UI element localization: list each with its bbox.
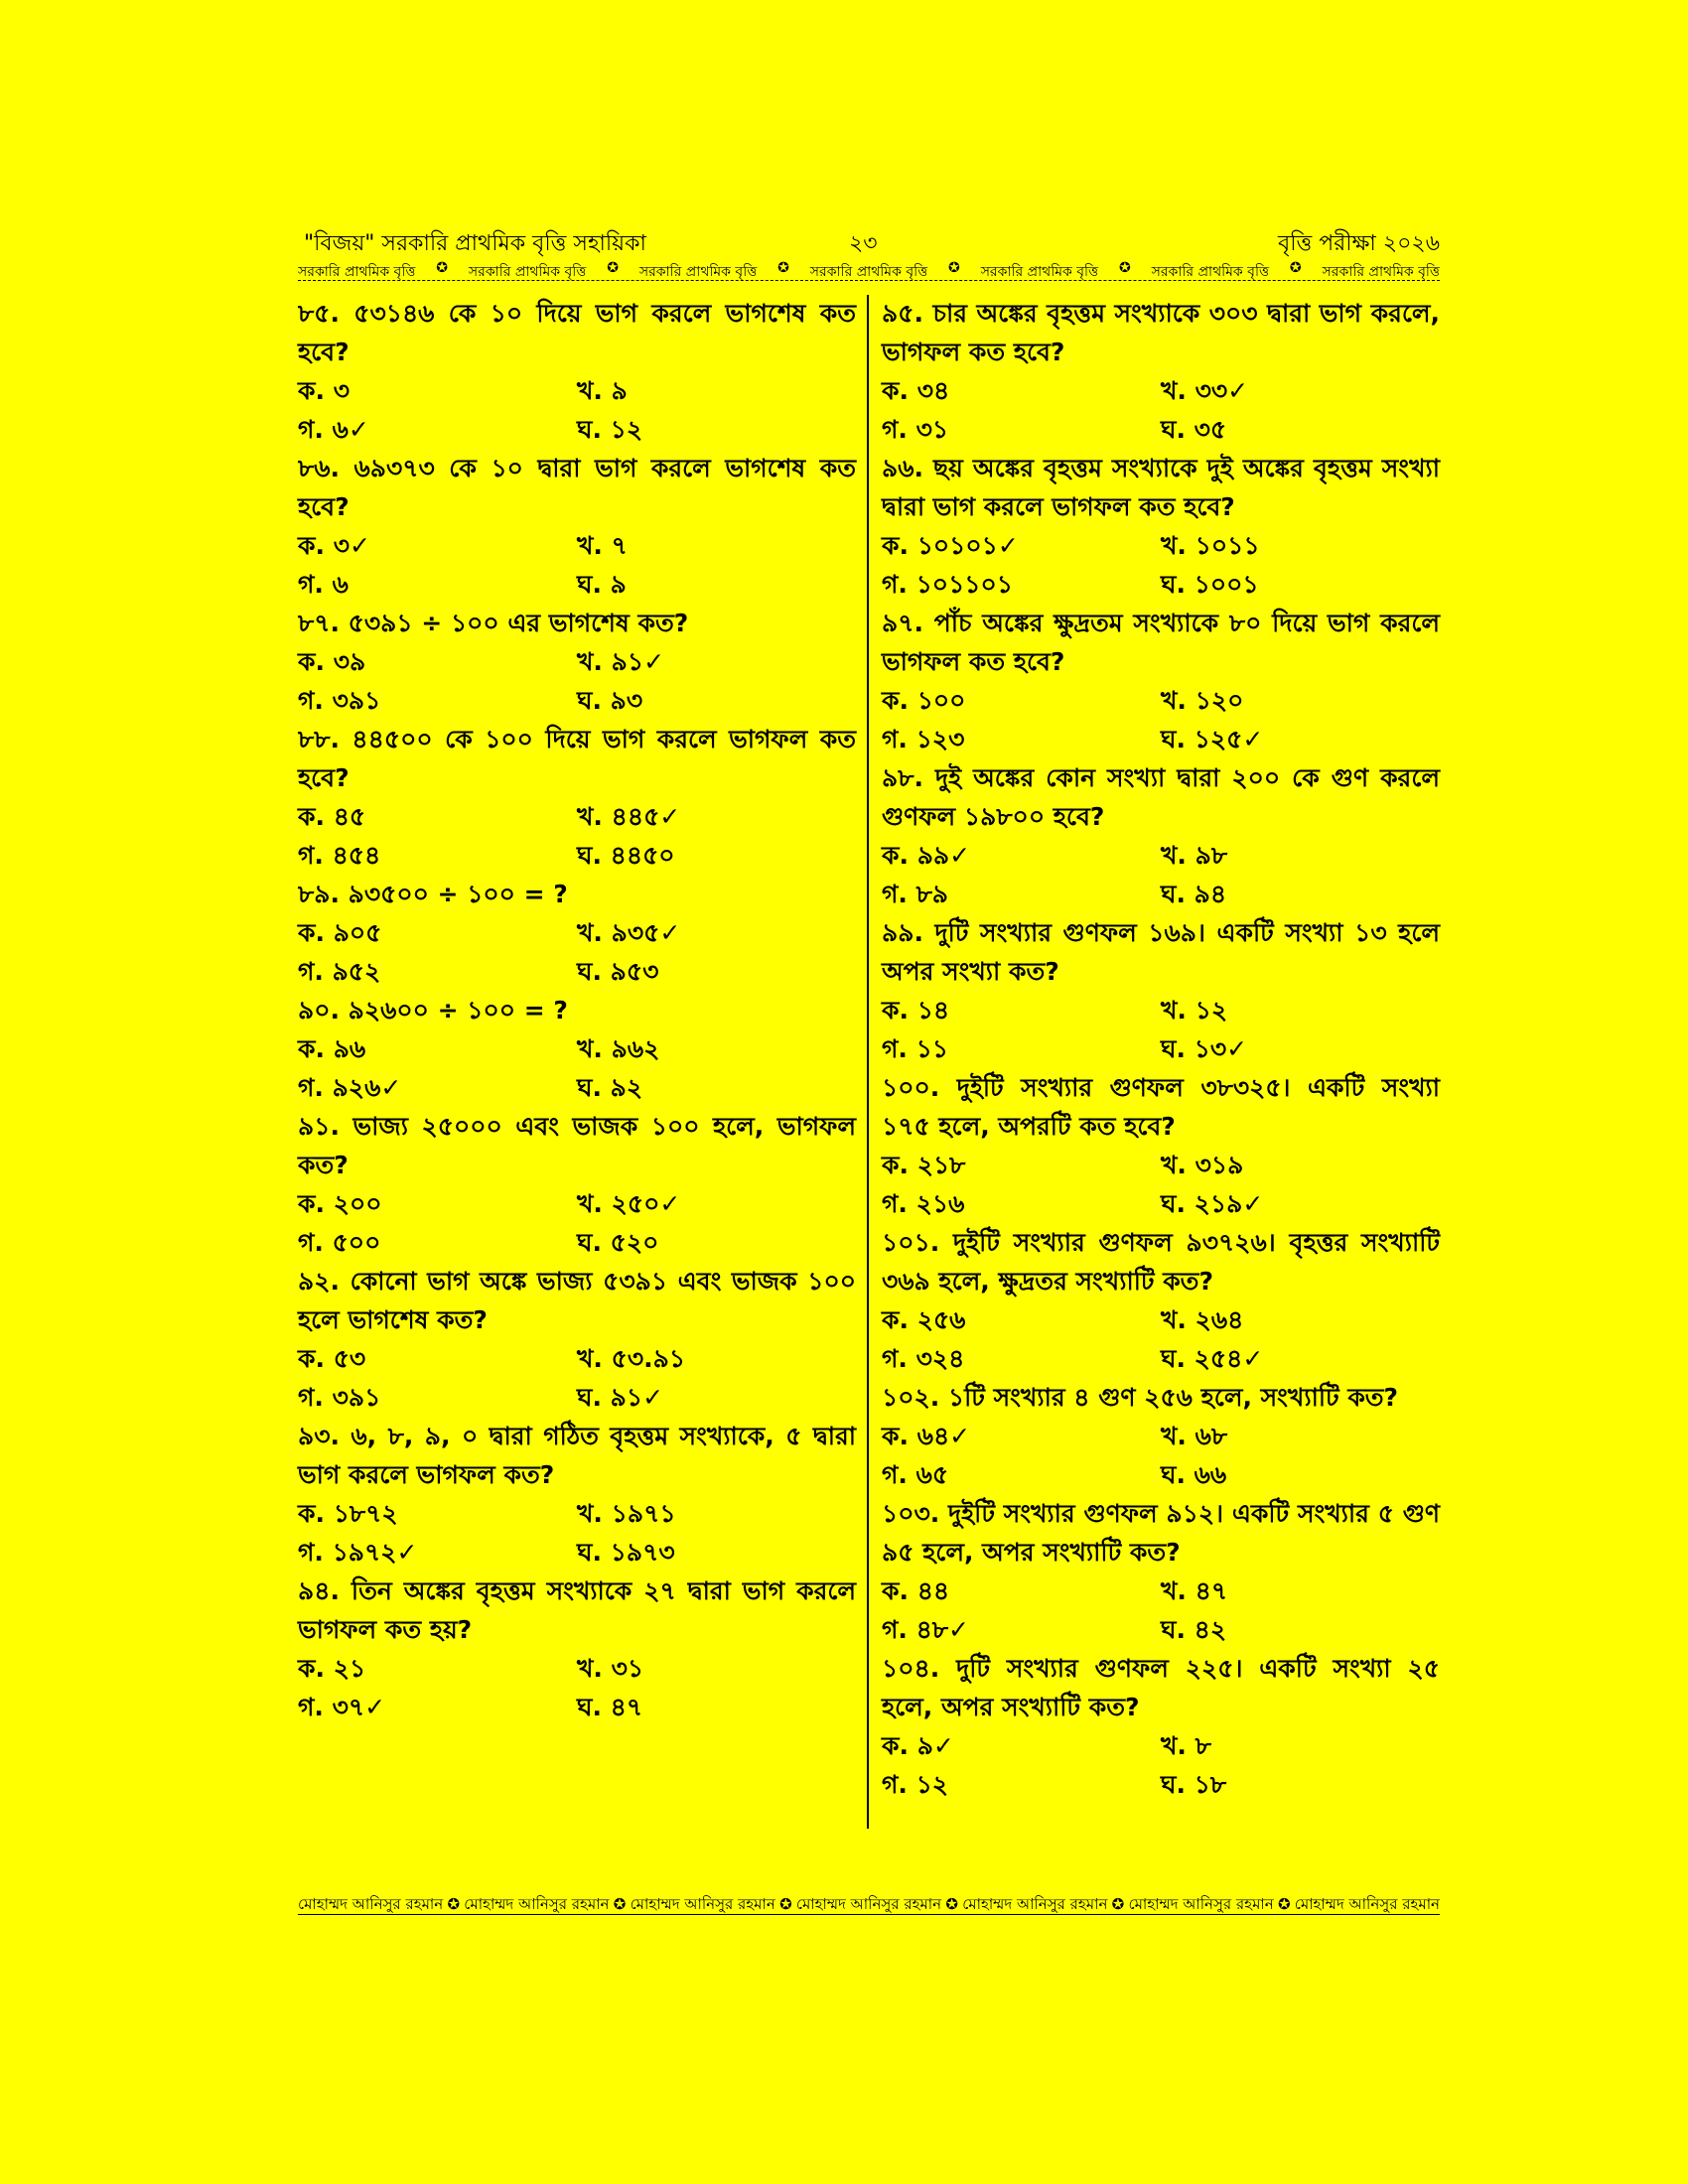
option: গ. ৬৫ — [882, 1460, 949, 1489]
option: ঘ. ৬৬ — [1161, 1460, 1227, 1489]
question-block — [882, 758, 1440, 913]
question-text: ৮৫. ৫৩১৪৬ কে ১০ দিয়ে ভাগ করলে ভাগশেষ কত হবে? — [298, 299, 856, 366]
option: খ. ৯৮ — [1161, 841, 1228, 870]
option: খ. ৯ — [577, 376, 628, 405]
option: ক. ৩ — [298, 376, 350, 405]
option: খ. ১০১১ — [1161, 531, 1260, 560]
options — [882, 836, 1440, 913]
options — [882, 371, 1440, 449]
option: ঘ. ১০০১ — [1161, 570, 1259, 599]
option: ঘ. ৪৭ — [577, 1693, 643, 1721]
strip-text: সরকারি প্রাথমিক বৃত্তি — [1322, 264, 1440, 280]
option: গ. ৬ — [298, 570, 349, 599]
question-block — [298, 294, 856, 449]
option: খ. ৫৩.৯১ — [577, 1344, 686, 1373]
exam-title: বৃত্তি পরীক্ষা ২০২৬ — [1277, 231, 1440, 256]
question-block — [882, 1223, 1440, 1378]
right-column — [882, 294, 1440, 1804]
option: খ. ৯৩৫✓ — [577, 918, 681, 947]
question-block — [298, 991, 856, 1107]
star-icon: ✪ — [777, 260, 789, 276]
footer-author: মোহাম্মদ আনিসুর রহমান — [464, 1895, 610, 1913]
option: খ. ২৬৪ — [1161, 1305, 1244, 1334]
option: খ. ৮ — [1161, 1731, 1211, 1760]
option: ক. ৩৯ — [298, 647, 366, 676]
options — [882, 681, 1440, 758]
question-text: ৮৬. ৬৯৩৭৩ কে ১০ দ্বারা ভাগ করলে ভাগশেষ কত হবে? — [298, 454, 856, 521]
option: গ. ৬✓ — [298, 415, 369, 444]
option: ক. ২৫৬ — [882, 1305, 966, 1334]
star-icon: ✪ — [1289, 260, 1302, 276]
options — [882, 991, 1440, 1068]
options — [882, 1417, 1440, 1494]
footer-author: মোহাম্মদ আনিসুর রহমান — [795, 1895, 942, 1913]
strip-text: সরকারি প্রাথমিক বৃত্তি — [638, 264, 758, 280]
footer-author: মোহাম্মদ আনিসুর রহমান — [298, 1895, 444, 1913]
option: গ. ৩৯১ — [298, 1383, 381, 1412]
star-icon: ✪ — [779, 1895, 792, 1913]
options — [882, 1300, 1440, 1378]
option: ক. ৯৬ — [298, 1034, 366, 1063]
question-block — [298, 720, 856, 875]
option: ঘ. ৪৪৫০ — [577, 841, 675, 870]
option: ঘ. ৯৩ — [577, 686, 643, 715]
question-text: ১০১. দুইটি সংখ্যার গুণফল ৯৩৭২৬। বৃহত্তর সংখ্যাটি ৩৬৯ হলে, ক্ষুদ্রতর সংখ্যাটি কত? — [882, 1228, 1440, 1296]
option: গ. ৯৫২ — [298, 957, 381, 986]
option: ক. ১৪ — [882, 996, 950, 1024]
star-icon: ✪ — [948, 260, 960, 276]
question-text: ৯৬. ছয় অঙ্কের বৃহত্তম সংখ্যাকে দুই অঙ্কের বৃহত্তম সংখ্যা দ্বারা ভাগ করলে ভাগফল কত হবে? — [882, 454, 1440, 521]
option: গ. ৩৭✓ — [298, 1693, 386, 1721]
option: খ. ৪৪৫✓ — [577, 802, 681, 831]
question-text: ৯০. ৯২৬০০ ÷ ১০০ = ? — [298, 996, 568, 1024]
question-block — [298, 1107, 856, 1262]
left-column — [298, 294, 856, 1726]
option: ক. ৫৩ — [298, 1344, 366, 1373]
question-text: ১০৩. দুইটি সংখ্যার গুণফল ৯১২। একটি সংখ্যার ৫ গুণ ৯৫ হলে, অপর সংখ্যাটি কত? — [882, 1499, 1440, 1567]
option: গ. ৪৮✓ — [882, 1615, 969, 1644]
option: খ. ৬৮ — [1161, 1422, 1228, 1450]
question-text: ৮৮. ৪৪৫০০ কে ১০০ দিয়ে ভাগ করলে ভাগফল কত হবে? — [298, 725, 856, 792]
option: ঘ. ১৩✓ — [1161, 1034, 1248, 1063]
option: ঘ. ৯১✓ — [577, 1383, 664, 1412]
option: গ. ১২৩ — [882, 725, 965, 753]
question-text: ৮৭. ৫৩৯১ ÷ ১০০ এর ভাগশেষ কত? — [298, 609, 689, 637]
option: ক. ২১ — [298, 1654, 366, 1683]
option: ক. ৩✓ — [298, 531, 370, 560]
option: ক. ২০০ — [298, 1189, 382, 1218]
question-block — [882, 604, 1440, 758]
strip-text: সরকারি প্রাথমিক বৃত্তি — [980, 264, 1099, 280]
question-text: ১০০. দুইটি সংখ্যার গুণফল ৩৮৩২৫। একটি সংখ্যা ১৭৫ হলে, অপরটি কত হবে? — [882, 1073, 1440, 1141]
option: খ. ৩৩✓ — [1161, 376, 1249, 405]
strip-text: সরকারি প্রাথমিক বৃত্তি — [1151, 264, 1269, 280]
option: ঘ. ৯৫৩ — [577, 957, 659, 986]
star-icon: ✪ — [436, 260, 449, 276]
option: ঘ. ২১৯✓ — [1161, 1189, 1264, 1218]
strip-text: সরকারি প্রাথমিক বৃত্তি — [468, 264, 587, 280]
question-block — [298, 604, 856, 720]
options — [298, 371, 856, 449]
option: খ. ১২০ — [1161, 686, 1244, 715]
question-block — [298, 1571, 856, 1726]
options — [298, 1649, 856, 1726]
option: ঘ. ৯ — [577, 570, 627, 599]
option: গ. ২১৬ — [882, 1189, 965, 1218]
question-text: ১০৪. দুটি সংখ্যার গুণফল ২২৫। একটি সংখ্যা ২৫ হলে, অপর সংখ্যাটি কত? — [882, 1654, 1440, 1721]
question-text: ৯৩. ৬, ৮, ৯, ০ দ্বারা গঠিত বৃহত্তম সংখ্যাকে, ৫ দ্বারা ভাগ করলে ভাগফল কত? — [298, 1422, 856, 1489]
question-block — [882, 294, 1440, 449]
question-block — [882, 1068, 1440, 1223]
option: ক. ৪৪ — [882, 1576, 950, 1605]
option: ক. ৬৪✓ — [882, 1422, 971, 1450]
option: খ. ৪৭ — [1161, 1576, 1228, 1605]
question-text: ৯২. কোনো ভাগ অঙ্কে ভাজ্য ৫৩৯১ এবং ভাজক ১০০ হলে ভাগশেষ কত? — [298, 1267, 856, 1334]
option: ঘ. ৫২০ — [577, 1228, 659, 1257]
header-strip — [298, 260, 1440, 281]
question-block — [298, 1417, 856, 1571]
question-text: ৯৯. দুটি সংখ্যার গুণফল ১৬৯। একটি সংখ্যা ১৩ হলে অপর সংখ্যা কত? — [882, 918, 1440, 986]
star-icon: ✪ — [1118, 260, 1131, 276]
options — [298, 1494, 856, 1571]
option: ক. ৩৪ — [882, 376, 950, 405]
option: ক. ৪৫ — [298, 802, 366, 831]
question-text: ৯৮. দুই অঙ্কের কোন সংখ্যা দ্বারা ২০০ কে গুণ করলে গুণফল ১৯৮০০ হবে? — [882, 763, 1440, 831]
option: খ. ১২ — [1161, 996, 1228, 1024]
options — [298, 1339, 856, 1417]
question-block — [882, 449, 1440, 604]
options — [298, 642, 856, 720]
question-text: ৮৯. ৯৩৫০০ ÷ ১০০ = ? — [298, 880, 568, 908]
options — [298, 526, 856, 604]
strip-text: সরকারি প্রাথমিক বৃত্তি — [298, 264, 416, 280]
option: ঘ. ১৮ — [1161, 1770, 1227, 1799]
option: গ. ৮৯ — [882, 880, 949, 908]
option: ক. ২১৮ — [882, 1151, 966, 1179]
options — [298, 1029, 856, 1107]
question-block — [882, 913, 1440, 1068]
question-block — [882, 1649, 1440, 1804]
page-footer — [298, 1894, 1440, 1915]
question-block — [298, 875, 856, 991]
option: ঘ. ৩৫ — [1161, 415, 1227, 444]
option: গ. ১৯৭২✓ — [298, 1538, 418, 1567]
star-icon: ✪ — [1277, 1895, 1291, 1913]
footer-author: মোহাম্মদ আনিসুর রহমান — [962, 1895, 1108, 1913]
options — [882, 1571, 1440, 1649]
option: ঘ. ৪২ — [1161, 1615, 1227, 1644]
option: গ. ৩৯১ — [298, 686, 381, 715]
option: ঘ. ১২৫✓ — [1161, 725, 1264, 753]
question-text: ৯৪. তিন অঙ্কের বৃহত্তম সংখ্যাকে ২৭ দ্বারা ভাগ করলে ভাগফল কত হয়? — [298, 1576, 856, 1644]
footer-author: মোহাম্মদ আনিসুর রহমান — [630, 1895, 775, 1913]
option: গ. ১১ — [882, 1034, 949, 1063]
option: খ. ৭ — [577, 531, 628, 560]
options — [298, 797, 856, 875]
star-icon: ✪ — [447, 1895, 461, 1913]
question-block — [882, 1378, 1440, 1494]
page-number: ২৩ — [849, 231, 878, 256]
option: ক. ১০১০১✓ — [882, 531, 1019, 560]
star-icon: ✪ — [945, 1895, 958, 1913]
option: গ. ৯২৬✓ — [298, 1073, 402, 1102]
question-block — [298, 449, 856, 604]
question-text: ১০২. ১টি সংখ্যার ৪ গুণ ২৫৬ হলে, সংখ্যাটি কত? — [882, 1383, 1399, 1412]
option: খ. ২৫০✓ — [577, 1189, 681, 1218]
option: ক. ৯৯✓ — [882, 841, 971, 870]
page-header — [298, 226, 1440, 256]
option: ঘ. ১২ — [577, 415, 643, 444]
question-text: ৯৫. চার অঙ্কের বৃহত্তম সংখ্যাকে ৩০৩ দ্বারা ভাগ করলে, ভাগফল কত হবে? — [882, 299, 1440, 366]
options — [882, 1146, 1440, 1223]
footer-author: মোহাম্মদ আনিসুর রহমান — [1294, 1895, 1440, 1913]
option: খ. ৯১✓ — [577, 647, 665, 676]
option: ঘ. ৯২ — [577, 1073, 643, 1102]
option: ঘ. ৯৪ — [1161, 880, 1227, 908]
option: গ. ১০১১০১ — [882, 570, 1013, 599]
question-text: ৯১. ভাজ্য ২৫০০০ এবং ভাজক ১০০ হলে, ভাগফল কত? — [298, 1112, 856, 1179]
strip-text: সরকারি প্রাথমিক বৃত্তি — [809, 264, 928, 280]
question-block — [298, 1262, 856, 1417]
options — [882, 526, 1440, 604]
option: খ. ৩১৯ — [1161, 1151, 1244, 1179]
star-icon: ✪ — [607, 260, 619, 276]
option: ঘ. ১৯৭৩ — [577, 1538, 675, 1567]
option: গ. ৩২৪ — [882, 1344, 965, 1373]
option: খ. ৯৬২ — [577, 1034, 660, 1063]
options — [882, 1726, 1440, 1804]
option: ঘ. ২৫৪✓ — [1161, 1344, 1264, 1373]
option: খ. ১৯৭১ — [577, 1499, 676, 1528]
option: গ. ৩১ — [882, 415, 949, 444]
question-block — [882, 1494, 1440, 1649]
option: ক. ৯✓ — [882, 1731, 954, 1760]
star-icon: ✪ — [613, 1895, 627, 1913]
book-title: "বিজয়" সরকারি প্রাথমিক বৃত্তি সহায়িকা — [304, 231, 646, 256]
option: ক. ১৮৭২ — [298, 1499, 398, 1528]
option: ক. ৯০৫ — [298, 918, 382, 947]
question-text: ৯৭. পাঁচ অঙ্কের ক্ষুদ্রতম সংখ্যাকে ৮০ দিয়ে ভাগ করলে ভাগফল কত হবে? — [882, 609, 1440, 676]
option: ক. ১০০ — [882, 686, 966, 715]
column-divider — [867, 295, 869, 1829]
option: খ. ৩১ — [577, 1654, 644, 1683]
option: গ. ১২ — [882, 1770, 949, 1799]
star-icon: ✪ — [1111, 1895, 1125, 1913]
options — [298, 1184, 856, 1262]
option: গ. ৪৫৪ — [298, 841, 381, 870]
options — [298, 913, 856, 991]
footer-author: মোহাম্মদ আনিসুর রহমান — [1128, 1895, 1274, 1913]
option: গ. ৫০০ — [298, 1228, 381, 1257]
